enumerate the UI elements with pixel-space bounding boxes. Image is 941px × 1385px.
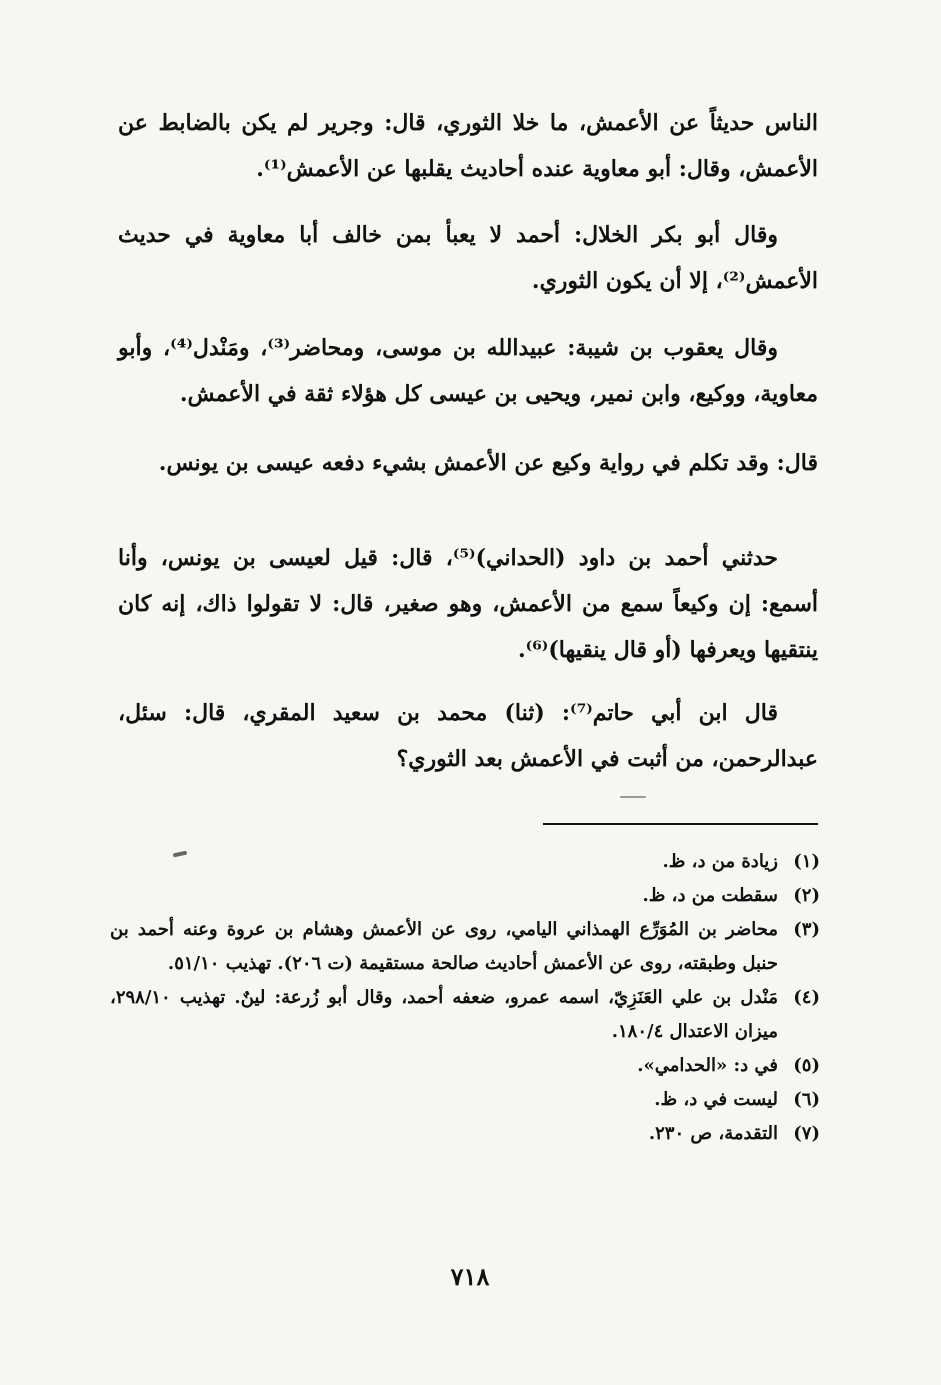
footnote-text: سقطت من د، ظ. [642,885,778,906]
footnote-number: (٧) [793,1123,820,1144]
footnotes [110,845,820,1151]
footnote-text: محاضر بن المُوَرِّع الهمذاني اليامي، روى عن الأعمش وهشام بن عروة وعنه أحمد بن حنبل وطبقته، روى عن الأعمش أحاديث صالحة مستقيمة (ت ٢٠٦). تهذيب ٥١/١٠. [110,919,778,974]
footnote-text: التقدمة، ص ٢٣٠. [648,1123,778,1144]
footnote-number: (٥) [793,1055,820,1076]
footnote-6 [110,1083,820,1117]
footnote-3 [110,913,820,981]
footnote-text: زيادة من د، ظ. [662,851,778,872]
paragraph-2: وقال أبو بكر الخلال: أحمد لا يعبأ بمن خالف أبا معاوية في حديث الأعمش⁽²⁾، إلا أن يكون الثوري. [118,222,818,294]
footnote-number: (٦) [793,1089,820,1110]
paragraph-6: قال ابن أبي حاتم⁽⁷⁾: (ثنا) محمد بن سعيد المقري، قال: سئل، عبدالرحمن، من أثبت في الأعمش بعد الثوري؟ [118,700,818,772]
page-number: ٧١٨ [450,1262,490,1291]
footnote-number: (٤) [793,987,820,1008]
paragraph-5: حدثني أحمد بن داود (الحداني)⁽⁵⁾، قال: قيل لعيسى بن يونس، وأنا أسمع: إن وكيعاً سمع من الأعمش، وهو صغير، قال: لا تقولوا ذاك، إنه كان ينتقيها ويعرفها (أو قال ينقيها)⁽⁶⁾. [118,545,818,663]
paragraph-1: الناس حديثاً عن الأعمش، ما خلا الثوري، قال: وجرير لم يكن بالضابط عن الأعمش، وقال: أبو معاوية عنده أحاديث يقلبها عن الأعمش⁽¹⁾. [118,110,818,182]
footnote-number: (١) [793,851,820,872]
footnote-7 [110,1117,820,1151]
paragraph-4: قال: وقد تكلم في رواية وكيع عن الأعمش بشيء دفعه عيسى بن يونس. [158,450,818,476]
footnote-number: (٢) [793,885,820,906]
print-speck [620,796,646,798]
footnote-number: (٣) [793,919,820,940]
footnote-5 [110,1049,820,1083]
footnote-divider [543,823,818,825]
footnote-4 [110,981,820,1049]
footnote-1 [110,845,820,879]
paragraph-3: وقال يعقوب بن شيبة: عبيدالله بن موسى، ومحاضر⁽³⁾، ومَنْدل⁽⁴⁾، وأبو معاوية، ووكيع، وابن نمير، ويحيى بن عيسى كل هؤلاء ثقة في الأعمش. [118,335,818,407]
footnote-text: مَنْدل بن علي العَنَزِيّ، اسمه عمرو، ضعفه أحمد، وقال أبو زُرعة: لينٌ. تهذيب ٢٩٨/١٠، ميزان الاعتدال ١٨٠/٤. [110,987,778,1042]
footnote-text: في د: «الحدامي». [637,1055,778,1076]
footnote-text: ليست في د، ظ. [654,1089,778,1110]
footnote-2 [110,879,820,913]
